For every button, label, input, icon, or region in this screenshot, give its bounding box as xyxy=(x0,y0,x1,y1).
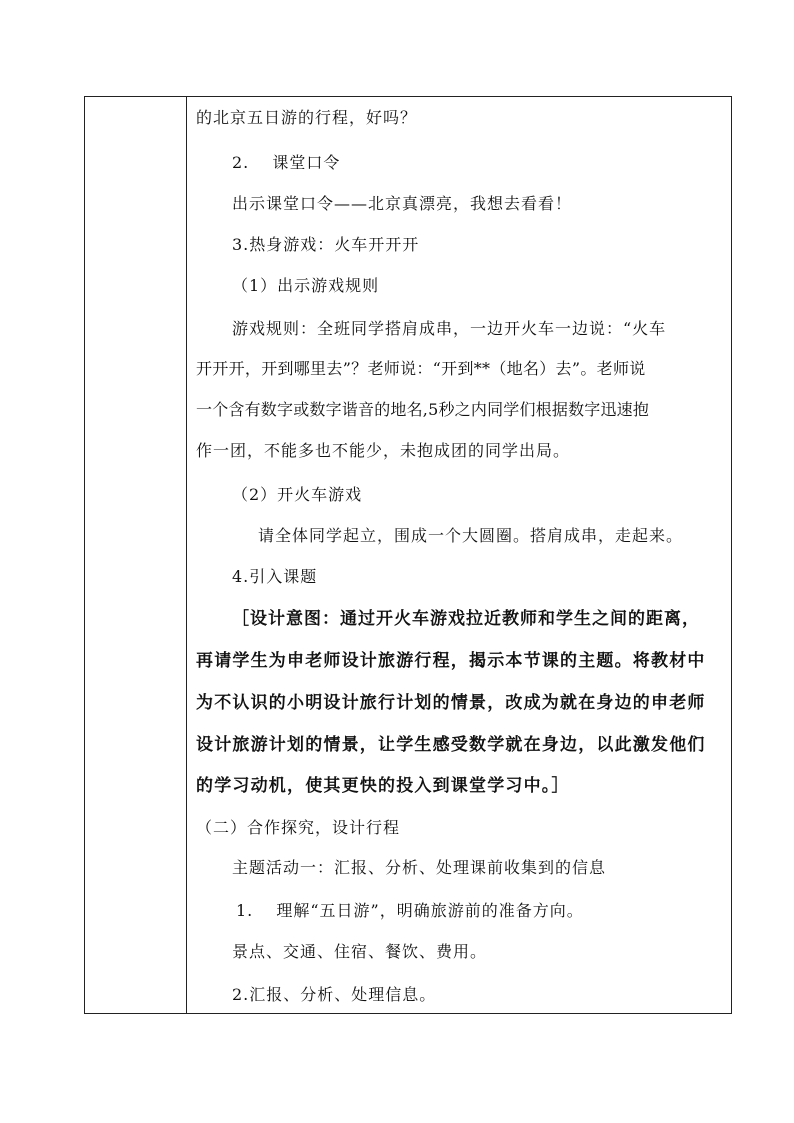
text-line-8: 一个含有数字或数字谐音的地名,5秒之内同学们根据数字迅速抱 xyxy=(196,400,650,419)
text-line-12: 4.引入课题 xyxy=(232,567,318,586)
design-note-line-4: 设计旅游计划的情景，让学生感受数学就在身边，以此激发他们 xyxy=(196,735,706,755)
text-line-1: 的北京五日游的行程，好吗？ xyxy=(196,108,418,127)
design-note-line-1: ［设计意图：通过开火车游戏拉近教师和学生之间的距离， xyxy=(232,609,700,629)
text-line-10: （2）开火车游戏 xyxy=(232,485,363,504)
design-note-line-5: 的学习动机，使其更快的投入到课堂学习中。］ xyxy=(196,776,570,796)
text-line-20: 1. 理解“五日游”，明确旅游前的准备方向。 xyxy=(236,901,584,920)
text-line-11: 请全体同学起立，围成一个大圆圈。搭肩成串，走起来。 xyxy=(258,526,684,545)
text-line-21: 景点、交通、住宿、餐饮、费用。 xyxy=(232,942,488,961)
text-line-4: 3.热身游戏：火车开开开 xyxy=(232,235,420,254)
text-line-3: 出示课堂口令——北京真漂亮，我想去看看！ xyxy=(232,194,573,213)
text-line-7: 开开开，开到哪里去”？老师说：“开到**（地名）去”。老师说 xyxy=(196,359,646,378)
design-note-line-3: 为不认识的小明设计旅行计划的情景，改成为就在身边的申老师 xyxy=(196,693,706,713)
column-divider xyxy=(186,96,187,1014)
text-line-2: 2. 课堂口令 xyxy=(232,153,341,172)
text-line-5: （1）出示游戏规则 xyxy=(232,276,380,295)
design-note-line-2: 再请学生为申老师设计旅游行程，揭示本节课的主题。将教材中 xyxy=(196,651,706,671)
text-line-6: 游戏规则：全班同学搭肩成串，一边开火车一边说：“火车 xyxy=(232,319,667,338)
section-heading: （二）合作探究，设计行程 xyxy=(196,818,401,837)
text-line-9: 作一团，不能多也不能少，未抱成团的同学出局。 xyxy=(196,441,571,460)
text-line-22: 2.汇报、分析、处理信息。 xyxy=(232,985,437,1004)
text-line-19: 主题活动一：汇报、分析、处理课前收集到的信息 xyxy=(232,858,607,877)
